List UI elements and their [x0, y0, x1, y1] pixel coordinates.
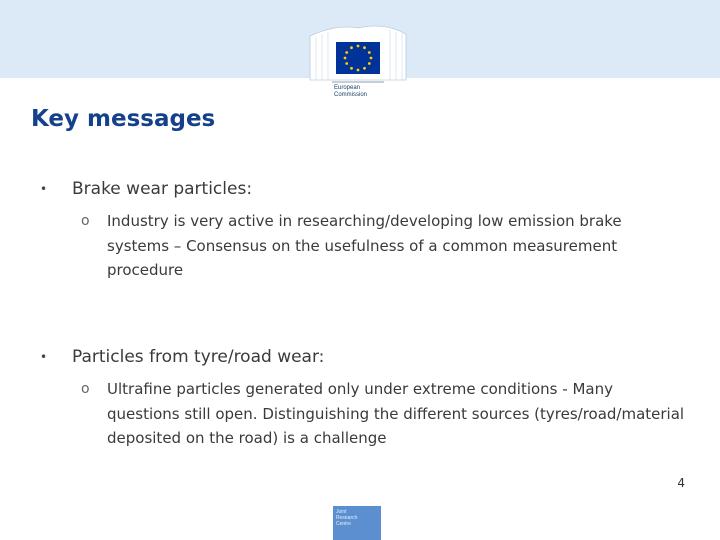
slide-title: Key messages [31, 106, 216, 132]
logo-text-line1: European [334, 85, 361, 91]
jrc-text-line1: Joint [336, 509, 347, 515]
jrc-text-line2: Research [336, 515, 358, 521]
sub-item-text: Ultrafine particles generated only under extreme conditions - Many questions still open. Distinguishing the different sources (tyres/road/material deposited on the road) is a challenge [107, 380, 685, 447]
sub-bullet-circle: o [81, 213, 90, 229]
sub-item-text: Industry is very active in researching/developing low emission brake systems – Consensus on the usefulness of a common measurement procedure [107, 212, 622, 279]
bullet-dot: • [40, 182, 48, 196]
logo-text-line2: Commission [334, 92, 368, 98]
sub-bullet-circle: o [81, 381, 90, 397]
bullet-dot: • [40, 350, 48, 364]
list-item-text: Particles from tyre/road wear: [72, 347, 325, 367]
list-item-text: Brake wear particles: [72, 179, 253, 199]
page-number: 4 [677, 476, 685, 490]
jrc-text-line3: Centre [336, 521, 352, 527]
